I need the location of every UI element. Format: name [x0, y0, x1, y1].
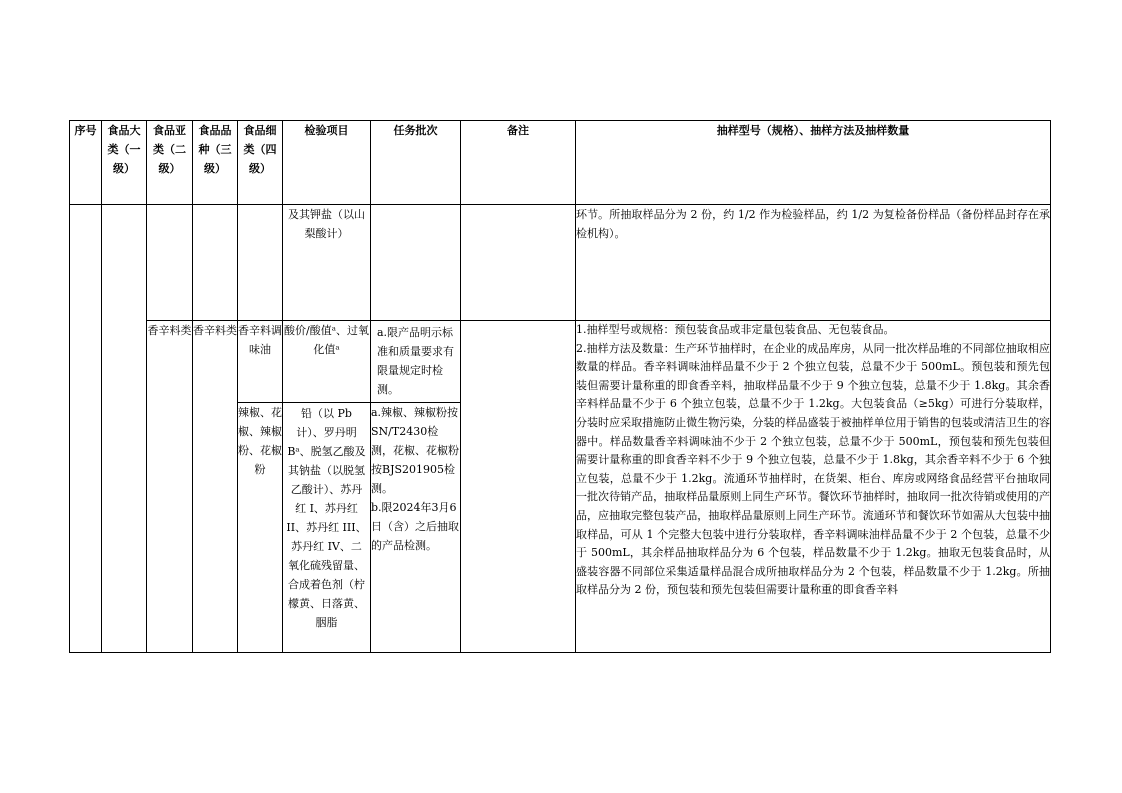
sampling-line-2: 2.抽样方法及数量：生产环节抽样时，在企业的成品库房，从同一批次样品堆的不同部位抽取相应数量的样品。香辛料调味油样品量不少于 2 个独立包装，总量不少于 500mL。预包装和预先包装但需要计量称重的即食香辛料，抽取样品量不少于 9 个独立包装，总量不少于 1.8kg。其余香辛料样品量不少于 6 个独立包装，总量不少于 1.2kg。大包装食品（≥5kg）可进行分装取样，分装时应采取措施防止微生物污染，分装的样品盛装于被抽样单位用于销售的包装或清洁卫生的容器中。样品数量香辛料调味油不少于 2 个独立包装，总量不少于 500mL，预包装和预先包装但需要计量称重的即食香辛料不少于 9 个独立包装，总量不少于 1.8kg，其余香辛料不少于 6 个独立包装，总量不少于 1.2kg。流通环节抽样时，在货架、柜台、库房或网络食品经营平台抽取同一批次待销产品，抽取样品量原则上同生产环节。餐饮环节抽样时，抽取同一批次待销或使用的产品，应抽取完整包装产品，抽取样品量原则上同生产环节。流通环节和餐饮环节如需从大包装中抽取样品，可从 1 个完整大包装中进行分装取样，香辛料调味油样品量不少于 2 个包装，总量不少于 500mL，其余样品抽取样品分为 6 个包装，样品数量不少于 1.2kg。抽取无包装食品时，从盛装容器不同部位采集适量样品混合成所抽取样品分为 2 个包装，样品数量不少于 1.2kg。所抽取样品分为 2 份，预包装和预先包装但需要计量称重的即食香辛料	[576, 341, 1050, 597]
cell-seq	[70, 205, 102, 653]
cell-cat3-spice: 香辛料类	[193, 321, 238, 653]
cell-cat4-powder: 辣椒、花椒、辣椒粉、花椒粉	[238, 403, 283, 653]
cell-cat4-oil: 香辛料调味油	[238, 321, 283, 403]
col-header-sampling: 抽样型号（规格）、抽样方法及抽样数量	[576, 121, 1051, 205]
cell-cat2-spice: 香辛料类	[147, 321, 193, 653]
col-header-cat2: 食品亚类（二级）	[147, 121, 193, 205]
batch-note-a1: a.辣椒、辣椒粉按	[371, 406, 459, 419]
col-header-cat1: 食品大类（一级）	[102, 121, 147, 205]
cell-batch-empty	[371, 205, 461, 321]
cell-batch-powder	[371, 403, 461, 653]
batch-note-a3: 检测，花椒、花椒粉按	[371, 425, 459, 476]
batch-note-b5: 月	[438, 501, 450, 514]
batch-note-std1: SN/T2430	[371, 425, 428, 438]
col-header-seq: 序号	[70, 121, 102, 205]
col-header-items: 检验项目	[283, 121, 371, 205]
cell-cat4-empty	[238, 205, 283, 321]
batch-note-std2: BJS201905	[382, 463, 445, 476]
cell-items-powder: 铅（以 Pb 计）、罗丹明 Bᵃ、脱氢乙酸及其钠盐（以脱氢乙酸计）、苏丹红 I、苏丹红 II、苏丹红 III、苏丹红 IV、二氧化硫残留量、合成着色剂（柠檬黄、日落黄、胭脂	[283, 403, 371, 653]
cell-sampling-spice	[576, 321, 1051, 653]
table-row	[70, 205, 1051, 321]
cell-items-oil: 酸价/酸值ᵃ、过氧化值ᵃ	[283, 321, 371, 403]
col-header-cat3: 食品品种（三级）	[193, 121, 238, 205]
cell-batch-oil: a.限产品明示标准和质量要求有限量规定时检测。	[371, 321, 461, 403]
cell-sampling: 环节。所抽取样品分为 2 份，约 1/2 作为检验样品，约 1/2 为复检备份样品（备份样品封存在承检机构）。	[576, 205, 1051, 321]
cell-cat2-empty	[147, 205, 193, 321]
batch-note-b1: b.限	[371, 501, 393, 514]
batch-note-b7: 日（含）之后抽取的产品检测。	[371, 520, 459, 552]
col-header-batch: 任务批次	[371, 121, 461, 205]
cell-cat1	[102, 205, 147, 653]
cell-remark-spice	[461, 321, 576, 653]
header-row	[70, 121, 1051, 205]
sampling-line-1: 1.抽样型号或规格：预包装食品或非定量包装食品、无包装食品。	[576, 323, 895, 336]
cell-cat3-empty	[193, 205, 238, 321]
col-header-remark: 备注	[461, 121, 576, 205]
cell-remark-empty	[461, 205, 576, 321]
batch-note-day: 6	[449, 501, 457, 514]
batch-note-month: 3	[431, 501, 439, 514]
cell-items: 及其钾盐（以山梨酸计）	[283, 205, 371, 321]
batch-note-a5: 检测。	[371, 463, 456, 495]
col-header-cat4: 食品细类（四级）	[238, 121, 283, 205]
batch-note-year: 2024	[392, 501, 421, 514]
sampling-table	[69, 120, 1051, 653]
table-row	[70, 321, 1051, 403]
batch-note-b3: 年	[420, 501, 432, 514]
